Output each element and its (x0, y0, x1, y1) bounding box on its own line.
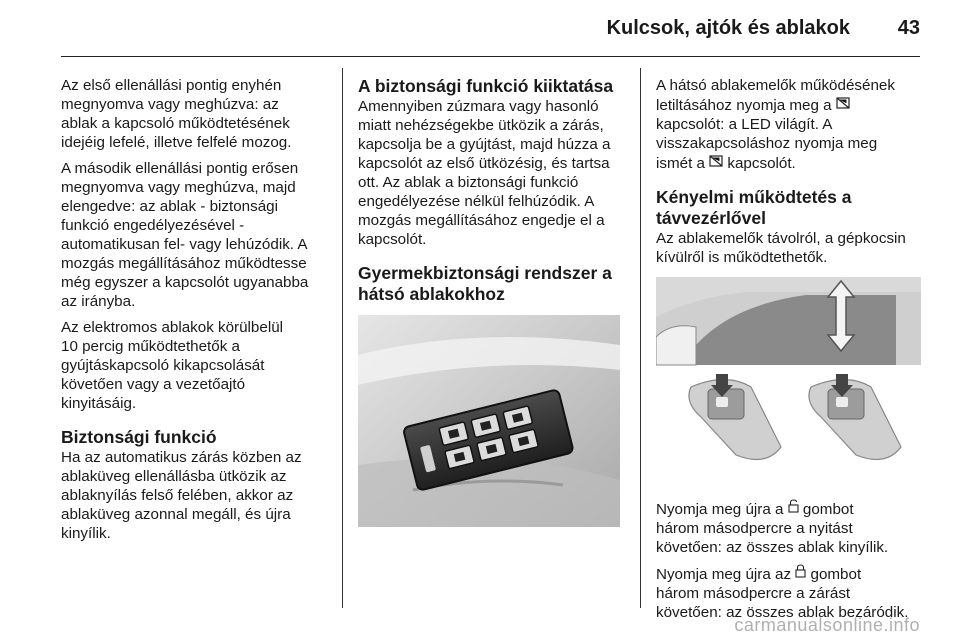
paragraph-second-resistance: A második ellenállási pontig erősen megnyomva vagy meghúzva, majd elengedve: az ablak - biztonsági funkció engedélyezésével - automatikusan fel- vagy lehúzódik. A mozgás megállításához működtesse még egyszer a kapcsolót ugyanabba az irányba. (61, 160, 309, 310)
paragraph-open-all (656, 499, 926, 557)
page-number: 43 (897, 17, 920, 39)
running-header-title: Kulcsok, ajtók és ablakok (606, 17, 850, 39)
paragraph-remote-operation: Az ablakemelők távolról, a gépkocsin kívülről is működtethetők. (656, 230, 906, 266)
paragraph-ten-minutes: Az elektromos ablakok körülbelül 10 percig működtethetők a gyújtáskapcsoló kikapcsolását követően vagy a vezetőajtó kinyitásáig. (61, 319, 284, 412)
heading-child-safety: Gyermekbiztonsági rendszer a hátsó ablakokhoz (358, 263, 612, 304)
column-divider-2 (640, 68, 641, 608)
heading-safety-function: Biztonsági funkció (61, 427, 217, 447)
remote-key-window-illustration (656, 277, 921, 489)
text-segment: A hátsó ablakemelők működésének letiltásához nyomja meg a (656, 77, 895, 114)
unlock-padlock-icon (788, 499, 799, 518)
watermark: carmanualsonline.info (734, 615, 920, 635)
text-segment: kapcsolót. (723, 155, 796, 172)
paragraph-close-all (656, 564, 926, 622)
text-segment: gombot három másodpercre a nyitást követően: az összes ablak kinyílik. (656, 501, 889, 556)
column-2 (358, 76, 628, 537)
heading-comfort-operation: Kényelmi működtetés a távvezérlővel (656, 187, 852, 228)
column-3 (656, 76, 926, 629)
text-segment: Nyomja meg újra a (656, 501, 788, 518)
paragraph-rear-window-lock (656, 76, 926, 173)
heading-override-safety: A biztonsági funkció kiiktatása (358, 76, 614, 96)
text-segment: gombot három másodpercre a zárást követően: az összes ablak bezáródik. (656, 566, 909, 621)
paragraph-override-safety: Amennyiben zúzmara vagy hasonló miatt nehézségekbe ütközik a zárás, kapcsolja be a gyújtást, majd húzza a kapcsolót az első ütközésig, és tartsa ott. Az ablak a biztonsági funkció engedélyezése nélkül felhúzódik. A mozgás megállításához engedje el a kapcsolót. (358, 98, 611, 248)
child-lock-window-icon (709, 153, 723, 172)
column-1 (61, 76, 333, 550)
child-lock-window-icon (836, 95, 850, 114)
column-divider-1 (342, 68, 343, 608)
window-switch-panel-illustration (358, 315, 620, 527)
text-segment: kapcsolót: a LED világít. A visszakapcsoláshoz nyomja meg ismét a (656, 116, 878, 172)
lock-padlock-icon (795, 564, 806, 583)
header-divider (61, 56, 920, 57)
paragraph-first-resistance: Az első ellenállási pontig enyhén megnyomva vagy meghúzva: az ablak a kapcsoló működtetésének idejéig lefelé, illetve felfelé mozog. (61, 77, 292, 151)
text-segment: Nyomja meg újra az (656, 566, 796, 583)
paragraph-safety-function: Ha az automatikus zárás közben az ablaküveg ellenállásba ütközik az ablaknyílás felső felében, akkor az ablaküveg azonnal megáll, és újra kinyílik. (61, 449, 302, 542)
